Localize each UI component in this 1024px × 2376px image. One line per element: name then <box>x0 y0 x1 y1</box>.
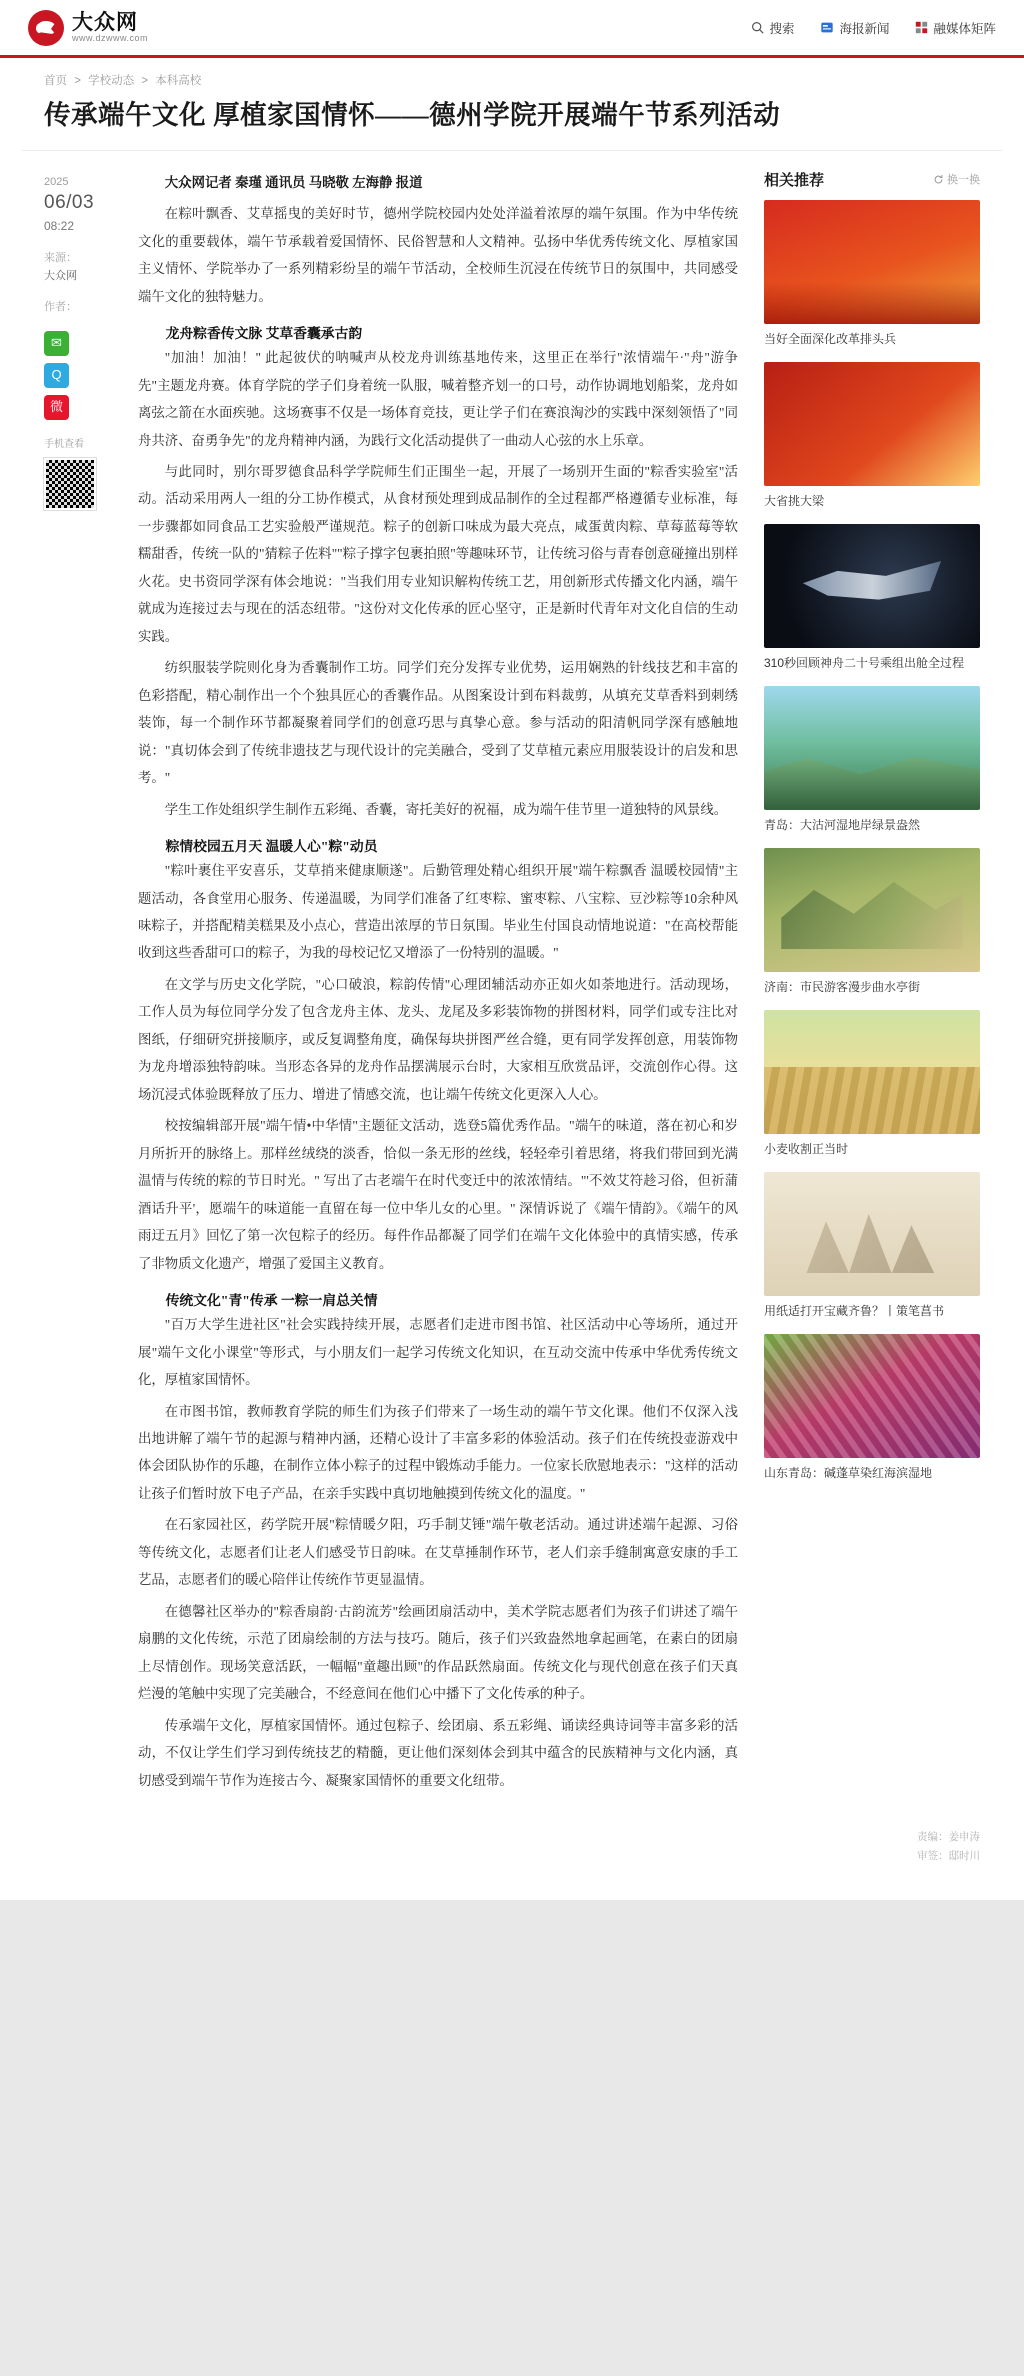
list-item-caption: 青岛：大沽河湿地岸绿景盎然 <box>764 817 921 832</box>
title-section <box>22 94 1002 151</box>
logo-title: 大众网 <box>72 10 138 34</box>
list-item[interactable] <box>764 362 980 510</box>
site-header <box>0 0 1024 58</box>
thumbnail-image <box>764 686 980 810</box>
list-item[interactable] <box>764 1010 980 1158</box>
article-paragraph: 在德馨社区举办的"粽香扇韵·古韵流芳"绘画团扇活动中，美术学院志愿者们为孩子们讲述了端午扇鹏的文化传统，示范了团扇绘制的方法与技巧。随后，孩子们兴致盎然地拿起画笔，在素白的团扇上尽情创作。现场笑意活跃，一幅幅"童趣出顾"的作品跃然扇面。传统文化与现代创意在孩子们天真烂漫的笔触中实现了完美融合，不经意间在他们心中播下了文化传承的种子。 <box>138 1603 738 1702</box>
publish-year: 2025 <box>44 175 69 188</box>
list-item-caption: 济南：市民游客漫步曲水亭街 <box>764 979 921 994</box>
search-nav-label: 搜索 <box>769 21 795 36</box>
logo-mark-icon <box>28 10 64 46</box>
breadcrumb <box>22 58 1002 94</box>
list-item-caption: 大省挑大梁 <box>764 493 825 508</box>
breadcrumb-item-school-news[interactable]: 学校动态 <box>88 75 135 87</box>
thumbnail-image <box>764 200 980 324</box>
list-item-caption: 当好全面深化改革排头兵 <box>764 331 897 346</box>
article-paragraph: 与此同时，别尔哥罗德食品科学学院师生们正围坐一起，开展了一场别开生面的"粽香实验室"活动。活动采用两人一组的分工协作模式，从食材预处理到成品制作的全过程都严格遵循专业标准，每一步骤都如同食品工艺实验般严谨规范。粽子的创新口味成为最大亮点，咸蛋黄肉粽、草莓蓝莓等软糯甜香，传统一队的"猜粽子佐料""粽子撑字包裹拍照"等趣味环节，让传统习俗与青春创意碰撞出别样火花。史书资同学深有体会地说："当我们用专业知识解构传统工艺，用创新形式传播文化内涵，端午就成为连接过去与现在的活态纽带。"这份对文化传承的匠心坚守，正是新时代青年对文化自信的生动实践。 <box>138 463 738 644</box>
article-body <box>138 169 738 1798</box>
list-item[interactable] <box>764 1334 980 1482</box>
publish-date: 06/03 <box>44 192 95 214</box>
article-paragraph: "百万大学生进社区"社会实践持续开展，志愿者们走进市图书馆、社区活动中心等场所，通过开展"端午文化小课堂"等形式，与小朋友们一起学习传统文化知识，在互动交流中传承中华优秀传统文化，厚植家国情怀。 <box>138 1317 738 1388</box>
refresh-button[interactable] <box>933 171 980 187</box>
news-nav-label: 海报新闻 <box>839 21 890 36</box>
section-heading-3: 传统文化"青"传承 一粽一肩总关情 <box>165 1293 378 1309</box>
wechat-share-icon[interactable]: ✉ <box>44 331 69 356</box>
thumbnail-image <box>764 524 980 648</box>
article-paragraph: 在石家园社区，药学院开展"粽情暖夕阳，巧手制艾锤"端午敬老活动。通过讲述端午起源、习俗等传统文化，志愿者们让老人们感受节日韵味。在艾草捶制作环节，老人们亲手缝制寓意安康的手工艺品，志愿者们的暖心陪伴让传统作节更显温情。 <box>138 1517 738 1588</box>
article-paragraph: 传承端午文化，厚植家国情怀。通过包粽子、绘团扇、系五彩绳、诵读经典诗词等丰富多彩的活动，不仅让学生们学习到传统技艺的精髓，更让他们深刻体会到其中蕴含的民族精神与文化内涵，真切感受到端午节作为连接古今、凝聚家国情怀的重要文化纽带。 <box>138 1717 738 1788</box>
article-byline: 大众网记者 秦瑾 通讯员 马晓敬 左海静 报道 <box>164 174 423 190</box>
article-paragraph: 在文学与历史文化学院，"心口破浪，粽韵传情"心理团辅活动亦正如火如荼地进行。活动现场，工作人员为每位同学分发了包含龙舟主体、龙头、龙尾及多彩装饰物的拼图材料，同学们或专注比对图纸，仔细研究拼接顺序，或反复调整角度，确保每块拼图严丝合缝，更有同学发挥创意，用装饰物为龙舟增添独特韵味。当形态各异的龙舟作品摆满展示台时，大家相互欣赏品评，交流创作心得。这场沉浸式体验既释放了压力、增进了情感交流，也让端午传统文化更深入人心。 <box>138 976 738 1102</box>
list-item-caption: 小麦收割正当时 <box>764 1141 849 1156</box>
related-sidebar <box>764 169 980 1798</box>
article-paragraph: 在粽叶飘香、艾草摇曳的美好时节，德州学院校园内处处洋溢着浓厚的端午氛围。作为中华传统文化的重要载体，端午节承载着爱国情怀、民俗智慧和人文精神。弘扬中华优秀传统文化、厚植家国主义情怀、学院举办了一系列精彩纷呈的端午节活动，全校师生沉浸在传统节日的氛围中，共同感受端午文化的独特魅力。 <box>138 206 738 304</box>
list-item[interactable] <box>764 524 980 672</box>
top-navigation <box>751 19 996 37</box>
site-logo[interactable] <box>28 10 148 46</box>
source-block <box>44 249 112 286</box>
thumbnail-image <box>764 362 980 486</box>
qr-label: 手机查看 <box>44 438 84 450</box>
article-paragraph: 纺织服装学院则化身为香囊制作工坊。同学们充分发挥专业优势，运用娴熟的针线技艺和丰富的色彩搭配，精心制作出一个个独具匠心的香囊作品。从图案设计到布料裁剪，从填充艾草香料到刺绣装饰，每一个制作环节都凝聚着同学们的创意巧思与真挚心意。参与活动的阳清帆同学深有感触地说："真切体会到了传统非遗技艺与现代设计的完美融合，受到了艾草植元素应用服装设计的启发和思考。" <box>138 660 738 786</box>
reviewer-credit: 审签：邸时川 <box>917 1849 980 1862</box>
thumbnail-image <box>764 1334 980 1458</box>
thumbnail-image <box>764 848 980 972</box>
main-content <box>22 151 1002 1828</box>
matrix-nav-label: 融媒体矩阵 <box>933 21 996 36</box>
list-item-caption: 山东青岛：碱蓬草染红海滨湿地 <box>764 1465 933 1480</box>
author-label: 作者： <box>44 300 77 313</box>
logo-url: www.dzwww.com <box>72 32 149 43</box>
qq-share-icon[interactable]: Q <box>44 363 69 388</box>
thumbnail-image <box>764 1010 980 1134</box>
editor-credit: 责编：姜申涛 <box>917 1831 980 1844</box>
search-nav-item[interactable] <box>751 19 794 37</box>
news-nav-item[interactable] <box>820 19 889 37</box>
article-credits <box>22 1828 1002 1900</box>
source-label: 来源： <box>44 251 77 264</box>
article-meta-rail <box>44 169 112 1798</box>
list-item[interactable] <box>764 200 980 348</box>
article-paragraph: 在市图书馆，教师教育学院的师生们为孩子们带来了一场生动的端午节文化课。他们不仅深入浅出地讲解了端午节的起源与精神内涵，还精心设计了丰富多彩的体验活动。孩子们在传统投壶游戏中体会团队协作的乐趣，在制作立体小粽子的过程中锻炼动手能力。一位家长欣慰地表示："这样的活动让孩子们暂时放下电子产品，在亲手实践中真切地触摸到传统文化的温度。" <box>138 1403 738 1501</box>
thumbnail-image <box>764 1172 980 1296</box>
news-icon <box>820 21 834 34</box>
article-paragraph: 校按编辑部开展"端午情•中华情"主题征文活动，选登5篇优秀作品。"端午的味道，落在初心和岁月所折开的脉络上。那样丝绒绕的淡香，恰似一条无形的丝线，轻轻牵引着思绪，将我们带回到光满温情与传统的粽的节日时光。" 写出了古老端午在时代变迁中的浓浓情结。"'不效艾符趁习俗，但祈蒲酒话升平'，愿端午的味道能一直留在每一位中华儿女的心里。" 深情诉说了《端午情韵》。《端午的风雨迂五月》回忆了第一次包粽子的经历。每件作品都凝了同学们在端午文化体验中的真情实感，传承了非物质文化遗产，增强了爱国主义教育。 <box>138 1118 738 1271</box>
section-heading-2: 粽情校园五月天 温暖人心"粽"动员 <box>165 839 378 855</box>
section-heading-1: 龙舟粽香传文脉 艾草香囊承古韵 <box>165 326 363 342</box>
list-item[interactable] <box>764 686 980 834</box>
search-icon <box>751 21 764 34</box>
breadcrumb-separator: > <box>141 75 149 87</box>
mobile-qr-block <box>44 436 112 510</box>
refresh-label: 换一换 <box>947 174 980 187</box>
list-item[interactable] <box>764 1172 980 1320</box>
article-paragraph: "加油！加油！" 此起彼伏的呐喊声从校龙舟训练基地传来，这里正在举行"浓情端午·"舟"游争先"主题龙舟赛。体育学院的学子们身着统一队服，喊着整齐划一的口号，动作协调地划船桨，龙舟如离弦之箭在水面疾驰。这场赛事不仅是一场体育竞技，更让学子们在赛浪淘沙的实践中深刻领悟了"同舟共济、奋勇争先"的龙舟精神内涵，为践行文化活动提供了一曲动人心弦的水上乐章。 <box>138 350 738 448</box>
list-item[interactable] <box>764 848 980 996</box>
sidebar-title: 相关推荐 <box>764 172 825 189</box>
article-paragraph: 学生工作处组织学生制作五彩绳、香囊，寄托美好的祝福，成为端午佳节里一道独特的风景线。 <box>164 801 728 817</box>
sidebar-header <box>764 169 980 190</box>
refresh-icon <box>933 174 944 185</box>
article-paragraph: "粽叶裹住平安喜乐，艾草捎来健康顺遂"。后勤管理处精心组织开展"端午粽飘香 温暖校园情"主题活动，各食堂用心服务、传递温暖，为同学们准备了红枣粽、蜜枣粽、八宝粽、豆沙粽等10余种风味粽子，并搭配精美糕果及小点心，营造出浓厚的节日氛围。毕业生付国良动情地说道："在高校帮能收到这些香甜可口的粽子，为我的母校记忆又增添了一份特别的温暖。" <box>138 863 738 961</box>
source-value: 大众网 <box>44 270 77 283</box>
author-block <box>44 298 112 317</box>
publish-time: 08:22 <box>44 219 75 234</box>
qr-code-image <box>44 458 96 510</box>
matrix-nav-item[interactable] <box>915 19 996 37</box>
breadcrumb-separator: > <box>74 75 81 87</box>
list-item-caption: 310秒回顾神舟二十号乘组出舱全过程 <box>764 655 965 670</box>
list-item-caption: 用纸适打开宝藏齐鲁？丨策笔菖书 <box>764 1303 945 1318</box>
share-buttons <box>44 331 112 420</box>
breadcrumb-item-universities[interactable]: 本科高校 <box>155 75 202 87</box>
grid-icon <box>915 21 928 34</box>
page-title: 传承端午文化 厚植家国情怀——德州学院开展端午节系列活动 <box>44 100 781 130</box>
weibo-share-icon[interactable]: 微 <box>44 395 69 420</box>
breadcrumb-item-home[interactable]: 首页 <box>44 75 67 87</box>
